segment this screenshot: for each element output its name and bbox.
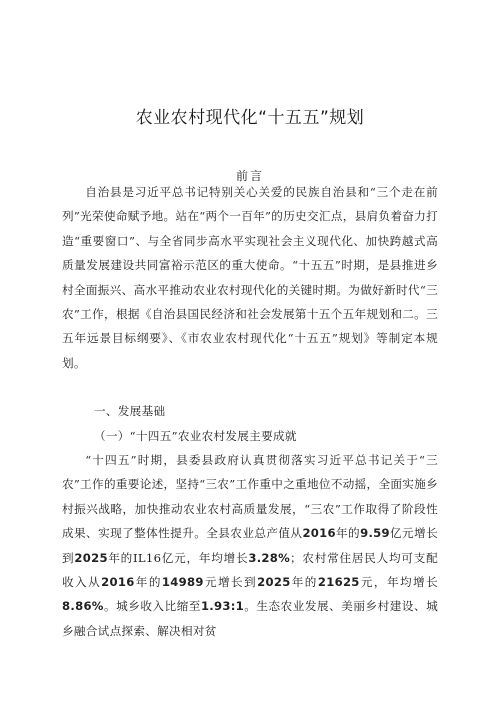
- paragraph-text: 元增长到: [203, 575, 258, 590]
- paragraph-text: 。生态农业发展、美丽乡村建设、城乡融合试点探索、解决相对贫: [62, 599, 438, 638]
- income-value: 14989: [161, 575, 204, 590]
- paragraph-text: 。城乡收入比缩至: [103, 599, 201, 614]
- year-value: 2016: [302, 526, 336, 541]
- ratio-value: 1.93:1: [200, 599, 245, 614]
- output-value: 9.59: [360, 526, 390, 541]
- paragraph-text: 元，年均增长: [359, 575, 438, 590]
- achievements-paragraph: [62, 448, 438, 643]
- paragraph-text: 年的: [335, 526, 361, 541]
- growth-value: 8.86%: [62, 599, 104, 614]
- growth-value: 3.28%: [248, 550, 291, 565]
- year-value: 2025: [74, 550, 108, 565]
- section-heading: 一、发展基础: [94, 404, 166, 418]
- preface-heading: 前言: [235, 169, 264, 183]
- paragraph-text: 年的: [134, 575, 162, 590]
- preface-paragraph: 自治县是习近平总书记特别关心关爱的民族自治县和“三个走在前列”光荣使命赋予地。站在“两个一百年”的历史交汇点，县肩负着奋力打造“重要窗口”、与全省同步高水平实现社会主义现代化、加快跨越式高质量发展建设共同富裕示范区的重大使命。“十五五”时期，是县推进乡村全面振兴、高水平推动农业农村现代化的关键时期。为做好新时代“三农”工作，根据《自治县国民经济和社会发展第十五个五年规划和二。三五年远景目标纲要》、《市农业农村现代化“十五五”规划》等制定本规划。: [62, 185, 438, 370]
- paragraph-text: 亿元增长到: [62, 526, 438, 565]
- income-value: 21625: [317, 575, 360, 590]
- paragraph-text: ；农村常住居民人均可支配收入从: [62, 550, 438, 590]
- paragraph-text: 年的IL16亿元，年均增长: [107, 550, 249, 565]
- year-value: 2025: [257, 575, 291, 590]
- year-value: 2016: [101, 575, 135, 590]
- paragraph-text: 年的: [290, 575, 318, 590]
- document-title: 农业农村现代化“十五五”规划: [135, 108, 365, 128]
- paragraph-text: “十四五”时期，县委县政府认真贯彻落实习近平总书记关于“三农”工作的重要论述，坚持“三农”工作重中之重地位不动摇，全面实施乡村振兴战略，加快推动农业农村高质量发展，“三农”工作取得了阶段性成果、实现了整体性提升。全县农业总产值从: [62, 453, 438, 541]
- subsection-heading: （一）“十四五”农业农村发展主要成就: [94, 429, 297, 443]
